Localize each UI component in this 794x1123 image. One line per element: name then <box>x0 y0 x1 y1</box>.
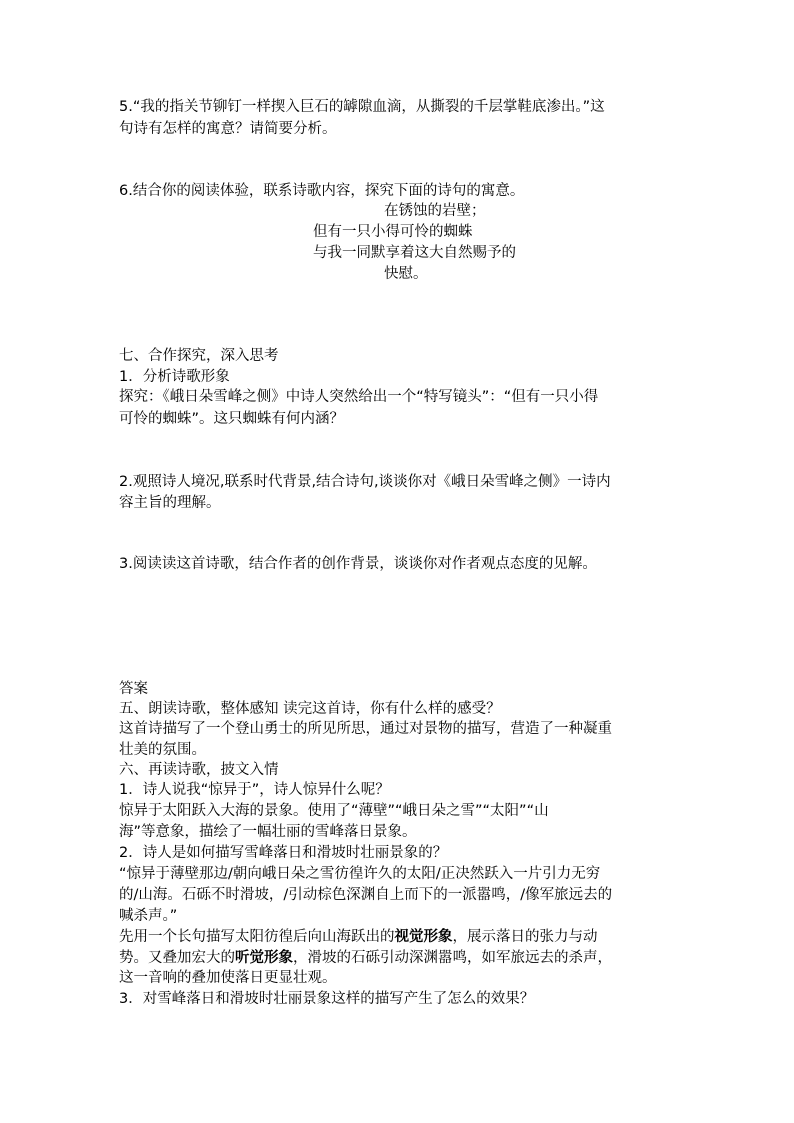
a2-l1-post: ，展示落日的张力与动 <box>452 929 598 945</box>
answers-s5-a1: 这首诗描写了一个登山勇士的所见所思，通过对景物的描写，营造了一种凝重 <box>119 721 612 737</box>
answers-q2: 2．诗人是如何描写雪峰落日和滑坡时壮丽景象的？ <box>119 845 448 861</box>
answers-s5-a2: 壮美的氛围。 <box>119 742 206 758</box>
a2-l2-pre: 势。又叠加宏大的 <box>119 950 235 966</box>
s7-q2-line-2: 容主旨的理解。 <box>119 495 221 511</box>
poem-line-2: 但有一只小得可怜的蜘蛛 <box>313 224 473 240</box>
answers-quote-line-2: 的/山海。石砾不时滑坡，/引动棕色深渊自上而下的一派嚣鸣，/像军旅远去的 <box>119 887 613 903</box>
answers-a2-line-3: 这一音响的叠加使落日更显壮观。 <box>119 970 337 986</box>
s7-q3: 3.阅读读这首诗歌，结合作者的创作背景，谈谈你对作者观点态度的见解。 <box>119 556 597 572</box>
a2-l2-post: ，滑坡的石砾引动深渊嚣鸣，如军旅远去的杀声， <box>293 950 612 966</box>
answers-a2-line-1 <box>119 927 598 947</box>
answers-q1: 1．诗人说我“惊异于”，诗人惊异什么呢？ <box>119 782 390 798</box>
q5-line-1: 5.“我的指关节铆钉一样揳入巨石的罅隙血滴，从撕裂的千层掌鞋底渗出。”这 <box>119 99 605 115</box>
explore-line-1: 探究：《峨日朵雪峰之侧》中诗人突然给出一个“特写镜头”：“但有一只小得 <box>119 389 599 405</box>
answers-quote-line-3: 喊杀声。” <box>119 908 178 924</box>
answers-quote-line-1: “惊异于薄壁那边/朝向峨日朵之雪彷徨许久的太阳/正决然跃入一片引力无穷 <box>119 866 601 882</box>
answers-q3: 3．对雪峰落日和滑坡时壮丽景象这样的描写产生了怎么的效果？ <box>119 991 535 1007</box>
answers-s6-heading: 六、再读诗歌，披文入情 <box>119 762 279 778</box>
answers-a2-line-2 <box>119 948 612 968</box>
auditory-image-term: 听觉形象 <box>235 950 293 966</box>
answers-label: 答案 <box>119 681 148 697</box>
q6-prompt: 6.结合你的阅读体验，联系诗歌内容，探究下面的诗句的寓意。 <box>119 183 525 199</box>
explore-line-2: 可怜的蜘蛛”。这只蜘蛛有何内涵？ <box>119 411 345 427</box>
answers-a1-line-1: 惊异于太阳跃入大海的景象。使用了“薄壁”“峨日朵之雪”“太阳”“山 <box>119 803 549 819</box>
s7-q2-line-1: 2.观照诗人境况,联系时代背景,结合诗句,谈谈你对《峨日朵雪峰之侧》一诗内 <box>119 474 611 490</box>
section-7-sub-1: 1．分析诗歌形象 <box>119 369 230 385</box>
poem-line-1: 在锈蚀的岩壁； <box>384 203 486 219</box>
answers-a1-line-2: 海”等意象，描绘了一幅壮丽的雪峰落日景象。 <box>119 824 417 840</box>
q5-line-2: 句诗有怎样的寓意？请简要分析。 <box>119 121 337 137</box>
a2-l1-pre: 先用一个长句描写太阳彷徨后向山海跃出的 <box>119 929 395 945</box>
visual-image-term: 视觉形象 <box>394 929 453 945</box>
section-7-heading: 七、合作探究，深入思考 <box>119 348 279 364</box>
poem-line-3: 与我一同默享着这大自然赐予的 <box>313 245 516 261</box>
answers-s5-heading: 五、朗读诗歌，整体感知 读完这首诗，你有什么样的感受？ <box>119 701 501 717</box>
poem-line-4: 快慰。 <box>384 266 428 282</box>
